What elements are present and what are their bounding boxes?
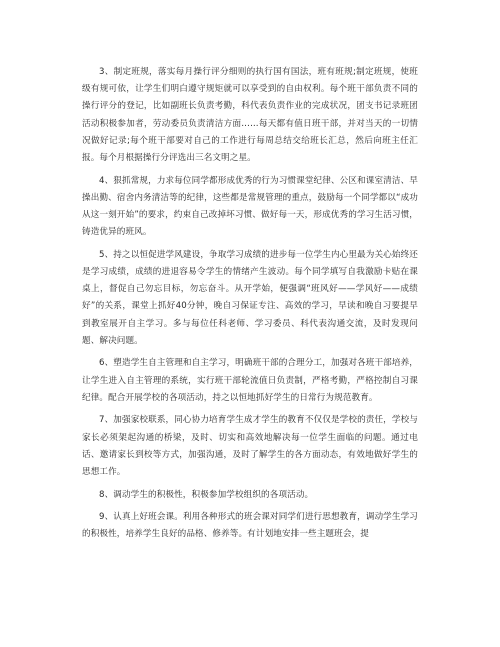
paragraph-9: 9、认真上好班会课。利用各种形式的班会课对同学们进行思想教育，调动学生学习的积极性，培养学生良好的品格、修养等。有计划地安排一些主题班会，提 bbox=[82, 512, 418, 540]
paragraph-5: 5、持之以恒促进学风建设，争取学习成绩的进步每一位学生内心里最为关心始终还是学习成绩，成绩的进退容易令学生的情绪产生波动。每个同学填写自我激励卡贴在课桌上，督促自己勿忘目标，勿忘奋斗。从开学始，便强调“班风好——学风好——成绩好”的关系，课堂上抓好40分钟，晚自习保证专注、高效的学习，早读和晚自习要提早到教室展开自主学习。多与每位任科老师、学习委员、科代表沟通交流，及时发现问题、解决问题。 bbox=[82, 249, 418, 346]
paragraph-4: 4、狠抓常规，力求每位同学都形成优秀的行为习惯课堂纪律、公区和课室清洁、早操出勤、宿舍内务清洁等的纪律，这些都是常规管理的重点，鼓励每一个同学都以“成功从这一刻开始”的要求，约束自己改掉坏习惯、做好每一天，形成优秀的学习生活习惯，铸造优异的班风。 bbox=[82, 175, 418, 238]
paragraph-8: 8、调动学生的积极性，积极参加学校组织的各项活动。 bbox=[99, 489, 314, 500]
paragraph-7: 7、加强家校联系，同心协力培育学生成才学生的教育不仅仅是学校的责任，学校与家长必须架起沟通的桥梁，及时、切实和高效地解决每一位学生面临的问题。通过电话、邀请家长到校等方式，加强沟通，及时了解学生的各方面动态，有效地做好学生的思想工作。 bbox=[82, 415, 418, 478]
paragraph-6: 6、塑造学生自主管理和自主学习，明确班干部的合理分工，加强对各班干部培养，让学生进入自主管理的系统，实行班干部轮流值日负责制，严格考勤，严格控制自习课纪律。配合开展学校的各项活动，持之以恒地抓好学生的日常行为规范教育。 bbox=[82, 358, 418, 403]
document-body bbox=[82, 64, 418, 549]
paragraph-3: 3、制定班规，落实每月操行评分细则的执行国有国法，班有班规;制定班规，使班级有规可依，让学生们明白遵守规矩就可以享受到的自由权利。每个班干部负责不同的操行评分的登记，比如副班长负责考勤，科代表负责作业的完成状况，团支书记录班团活动积极参加者，劳动委员负责清洁方面……每天都有值日班干部，并对当天的一切情况做好记录;每个班干部要对自己的工作进行每周总结交给班长汇总，然后向班主任汇报。每个月根据操行分评选出三名文明之星。 bbox=[82, 67, 418, 164]
